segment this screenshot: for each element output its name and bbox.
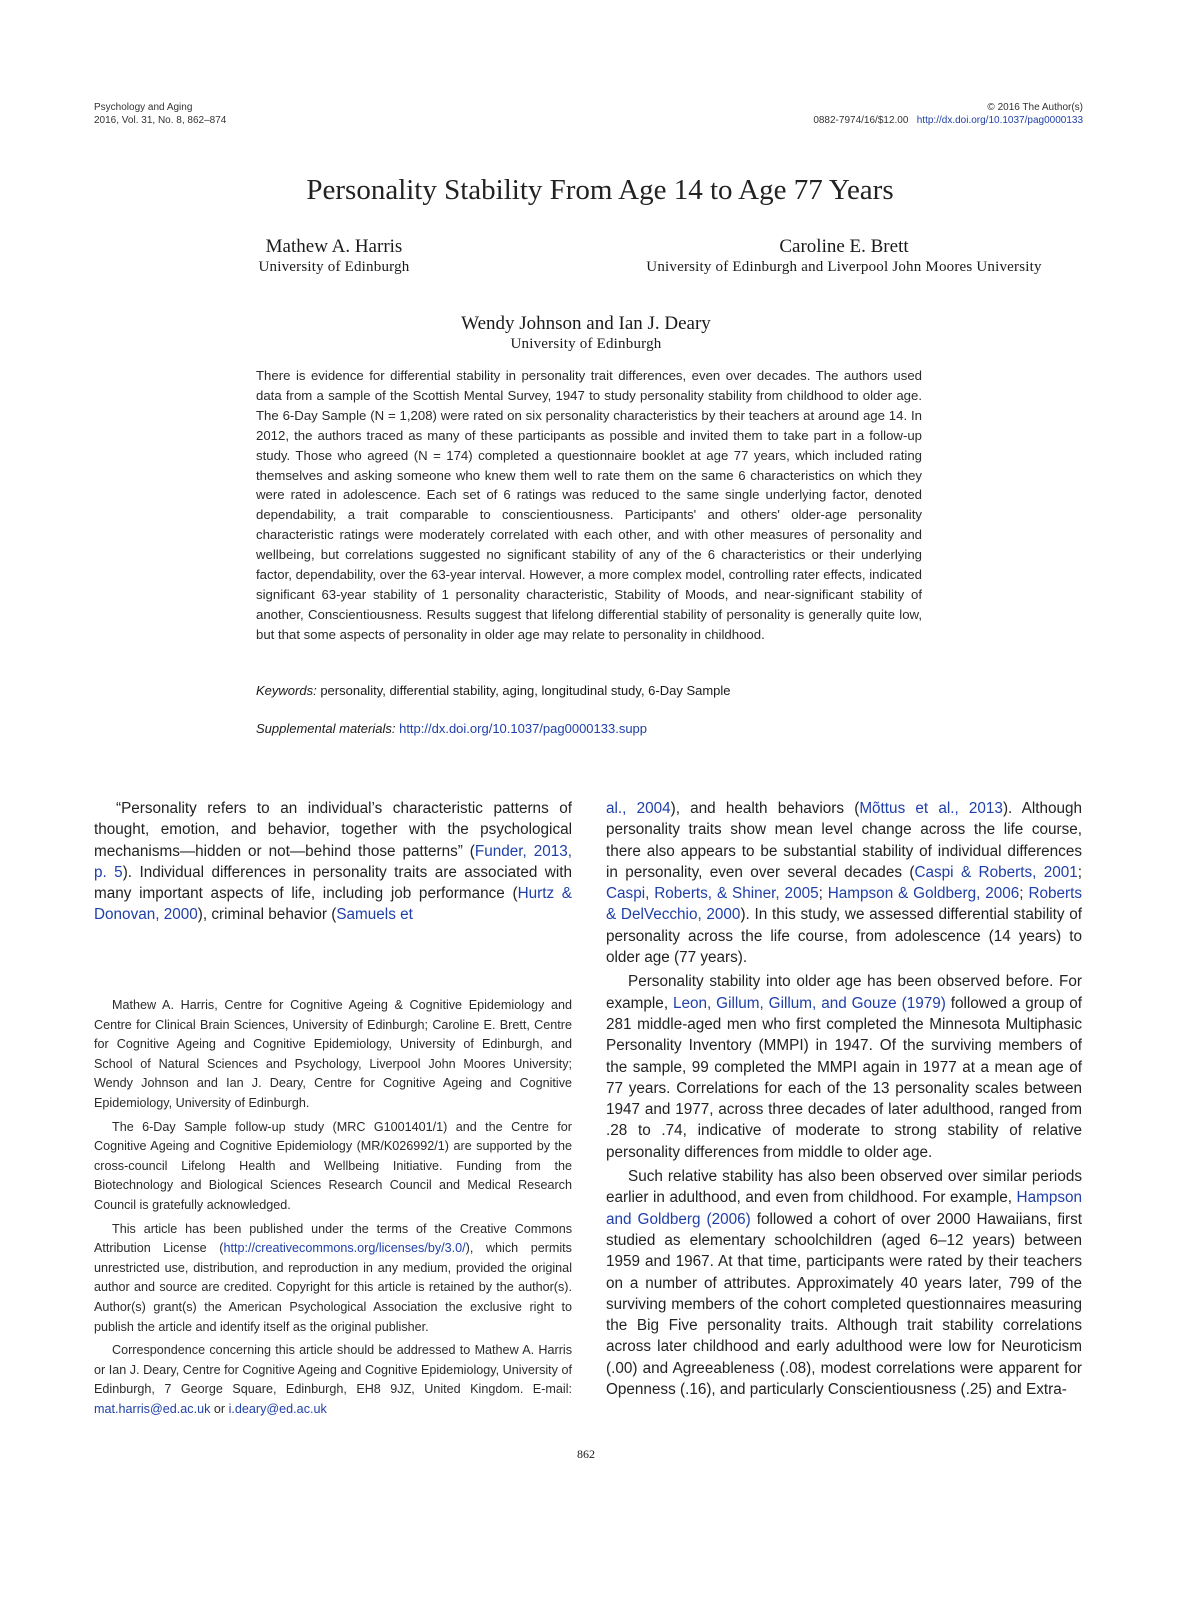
citation-link[interactable]: Leon, Gillum, Gillum, and Gouze (1979)	[672, 994, 946, 1012]
author-affiliation: University of Edinburgh	[510, 336, 662, 352]
copyright-text: © 2016 The Author(s)	[987, 102, 1083, 113]
abstract: There is evidence for differential stability in personality trait differences, even over decades. The authors used data from a sample of the Scottish Mental Survey, 1947 to study personality stability from childhood to older age. The 6-Day Sample (N = 1,208) were rated on six personality characteristics by their teachers at around age 14. In 2012, the authors traced as many of these participants as possible and invited them to take part in a follow-up study. Those who agreed (N = 174) completed a questionnaire booklet at age 77 years, which included rating themselves and asking someone who knew them well to rate them on the same 6 characteristics on which they were rated in adolescence. Each set of 6 ratings was reduced to the same single underlying factor, denoted dependability, a trait comparable to conscientiousness. Participants' and others' older-age personality characteristic ratings were moderately correlated with each other, and with other measures of personality and wellbeing, but correlations suggested no significant stability of any of the 6 characteristics or their underlying factor, dependability, over the 63-year interval. However, a more complex model, controlling rater effects, indicated significant 63-year stability of 1 personality characteristic, Stability of Moods, and near-significant stability of another, Conscientiousness. Results suggest that lifelong differential stability of personality is generally quite low, but that some aspects of personality in older age may relate to personality in childhood.	[256, 368, 922, 642]
text-span: ), criminal behavior (	[197, 906, 337, 924]
text-span: ), and health behaviors (	[670, 800, 860, 817]
citation-link[interactable]: Caspi & Roberts, 2001	[914, 863, 1078, 881]
issn: 0882-7974/16/$12.00	[813, 115, 909, 126]
text-span: Such relative stability has also been observed over similar periods earlier in adulthood, and even from childhood. For example,	[606, 1168, 1082, 1207]
supplemental-link[interactable]: http://dx.doi.org/10.1037/pag0000133.supp	[399, 721, 648, 736]
text-span: ;	[1019, 885, 1029, 903]
doi-link[interactable]: http://dx.doi.org/10.1037/pag0000133	[916, 115, 1083, 126]
email-link[interactable]: i.deary@ed.ac.uk	[228, 1401, 327, 1416]
author-block-2	[606, 236, 1082, 277]
keywords-text: personality, differential stability, aging, longitudinal study, 6-Day Sample	[320, 683, 731, 698]
text-span: ). Individual differences in personality traits are associated with many important aspects of life, including job performance (	[94, 863, 573, 903]
citation-link[interactable]: Caspi, Roberts, & Shiner, 2005	[606, 885, 819, 903]
text-span: ;	[1077, 863, 1082, 881]
keywords-label: Keywords:	[256, 683, 317, 698]
journal-header	[94, 101, 226, 127]
article-title: Personality Stability From Age 14 to Age 77 Years	[306, 174, 894, 206]
license-link[interactable]: http://creativecommons.org/licenses/by/3.0/	[223, 1241, 466, 1256]
supplemental-materials	[256, 720, 922, 738]
citation-link[interactable]: Hampson and Goldberg (2006)	[606, 1189, 1082, 1228]
text-span: ;	[818, 885, 828, 903]
text-span: followed a group of 281 middle-aged men who first completed the Minnesota Multiphasic Personality Inventory (MMPI) in 1947. Of the surviving members of the sample, 99 completed the MMPI again in 1977 at a mean age of 77 years. Correlations for each of the 13 personality scales between 1947 and 1977, across three decades of later adulthood, ranged from .28 to .74, indicative of moderate to strong stability of relative personality differences from middle to older age.	[606, 994, 1082, 1161]
email-link[interactable]: mat.harris@ed.ac.uk	[94, 1401, 211, 1416]
citation-link[interactable]: Roberts & DelVecchio, 2000	[606, 885, 1082, 924]
author-name: Mathew A. Harris	[265, 236, 403, 257]
citation-link[interactable]: Hurtz & Donovan, 2000	[94, 885, 572, 924]
journal-name: Psychology and Aging	[94, 102, 193, 113]
footnote-funding: The 6-Day Sample follow-up study (MRC G1001401/1) and the Centre for Cognitive Ageing and Cognitive Epidemiology (MR/K026992/1) are supported by the cross-council Lifelong Health and Wellbeing Initiative. Funding from the Biotechnology and Biological Sciences Research Council and Medical Research Council is gratefully acknowledged.	[94, 1119, 572, 1212]
keywords	[256, 682, 922, 700]
author-affiliation: University of Edinburgh and Liverpool John Moores University	[646, 259, 1042, 275]
body-paragraph	[606, 1166, 1082, 1400]
text-span: ). In this study, we assessed differential stability of personality across the life course, from adolescence (14 years) to older age (77 years).	[606, 906, 1083, 967]
text-span: “Personality refers to an individual’s characteristic patterns of thought, emotion, and behavior, together with the psychological mechanisms—hidden or not—behind those patterns” (	[94, 800, 572, 860]
body-column-left	[94, 798, 572, 926]
body-column-right	[606, 798, 1082, 1400]
text-span: This article has been published under the terms of the Creative Commons Attribution License (	[94, 1221, 572, 1256]
body-paragraph	[606, 798, 1082, 968]
text-span: Correspondence concerning this article should be addressed to Mathew A. Harris or Ian J. Deary, Centre for Cognitive Ageing and Cognitive Epidemiology, University of Edinburgh, 7 George Square, Edinburgh, EH8 9JZ, United Kingdom. E-mail:	[94, 1343, 572, 1397]
citation-link[interactable]: al., 2004	[606, 800, 671, 817]
citation-link[interactable]: Hampson & Goldberg, 2006	[827, 885, 1020, 903]
text-span: ). Although personality traits show mean level change across the life course, there also appears to be substantial stability of individual differences in personality, even over several decades (	[606, 800, 1083, 881]
author-name: Caroline E. Brett	[779, 236, 909, 257]
copyright-header	[813, 101, 1083, 127]
issn-doi-line	[813, 114, 1083, 127]
author-block-1	[240, 236, 428, 277]
author-name: Wendy Johnson and Ian J. Deary	[461, 313, 711, 334]
text-span: followed a cohort of over 2000 Hawaiians, first studied as elementary schoolchildren (aged 6–12 years) between 1959 and 1967. At that time, participants were rated by their teachers on a number of attributes. Approximately 40 years later, 799 of the surviving members of the cohort completed questionnaires measuring the Big Five personality traits. Although trait stability correlations across later childhood and early adulthood were low for Neuroticism (.00) and Agreeableness (.08), modest correlations were apparent for Openness (.16), and particularly Conscientiousness (.25) and Extra-	[606, 1210, 1082, 1399]
footnote-affiliations: Mathew A. Harris, Centre for Cognitive Ageing & Cognitive Epidemiology and Centre for Clinical Brain Sciences, University of Edinburgh; Caroline E. Brett, Centre for Cognitive Ageing and Cognitive Epidemiology, University of Edinburgh, and School of Natural Sciences and Psychology, Liverpool John Moores University; Wendy Johnson and Ian J. Deary, Centre for Cognitive Ageing and Cognitive Epidemiology, University of Edinburgh.	[94, 998, 572, 1110]
body-paragraph	[606, 971, 1082, 1163]
text-span: Personality stability into older age has been observed before. For example,	[606, 973, 1082, 1012]
supplemental-label: Supplemental materials:	[256, 721, 396, 736]
footnote-license	[94, 1220, 572, 1338]
citation-link[interactable]: Mõttus et al., 2013	[859, 800, 1003, 817]
text-span: or	[210, 1401, 229, 1416]
page-number: 862	[577, 1447, 595, 1461]
body-paragraph	[94, 798, 572, 926]
author-affiliation: University of Edinburgh	[258, 259, 410, 275]
journal-citation: 2016, Vol. 31, No. 8, 862–874	[94, 115, 227, 126]
footnotes	[94, 996, 572, 1423]
footnote-correspondence	[94, 1341, 572, 1419]
citation-link[interactable]: Funder, 2013, p. 5	[94, 842, 572, 881]
text-span: ), which permits unrestricted use, distribution, and reproduction in any medium, provided the original author and source are credited. Copyright for this article is retained by the author(s). Author(s) grant(s) the American Psychological Association the exclusive right to publish the article and identify itself as the original publisher.	[94, 1241, 572, 1334]
author-block-3	[0, 313, 1172, 354]
citation-link[interactable]: Samuels et	[336, 906, 413, 924]
